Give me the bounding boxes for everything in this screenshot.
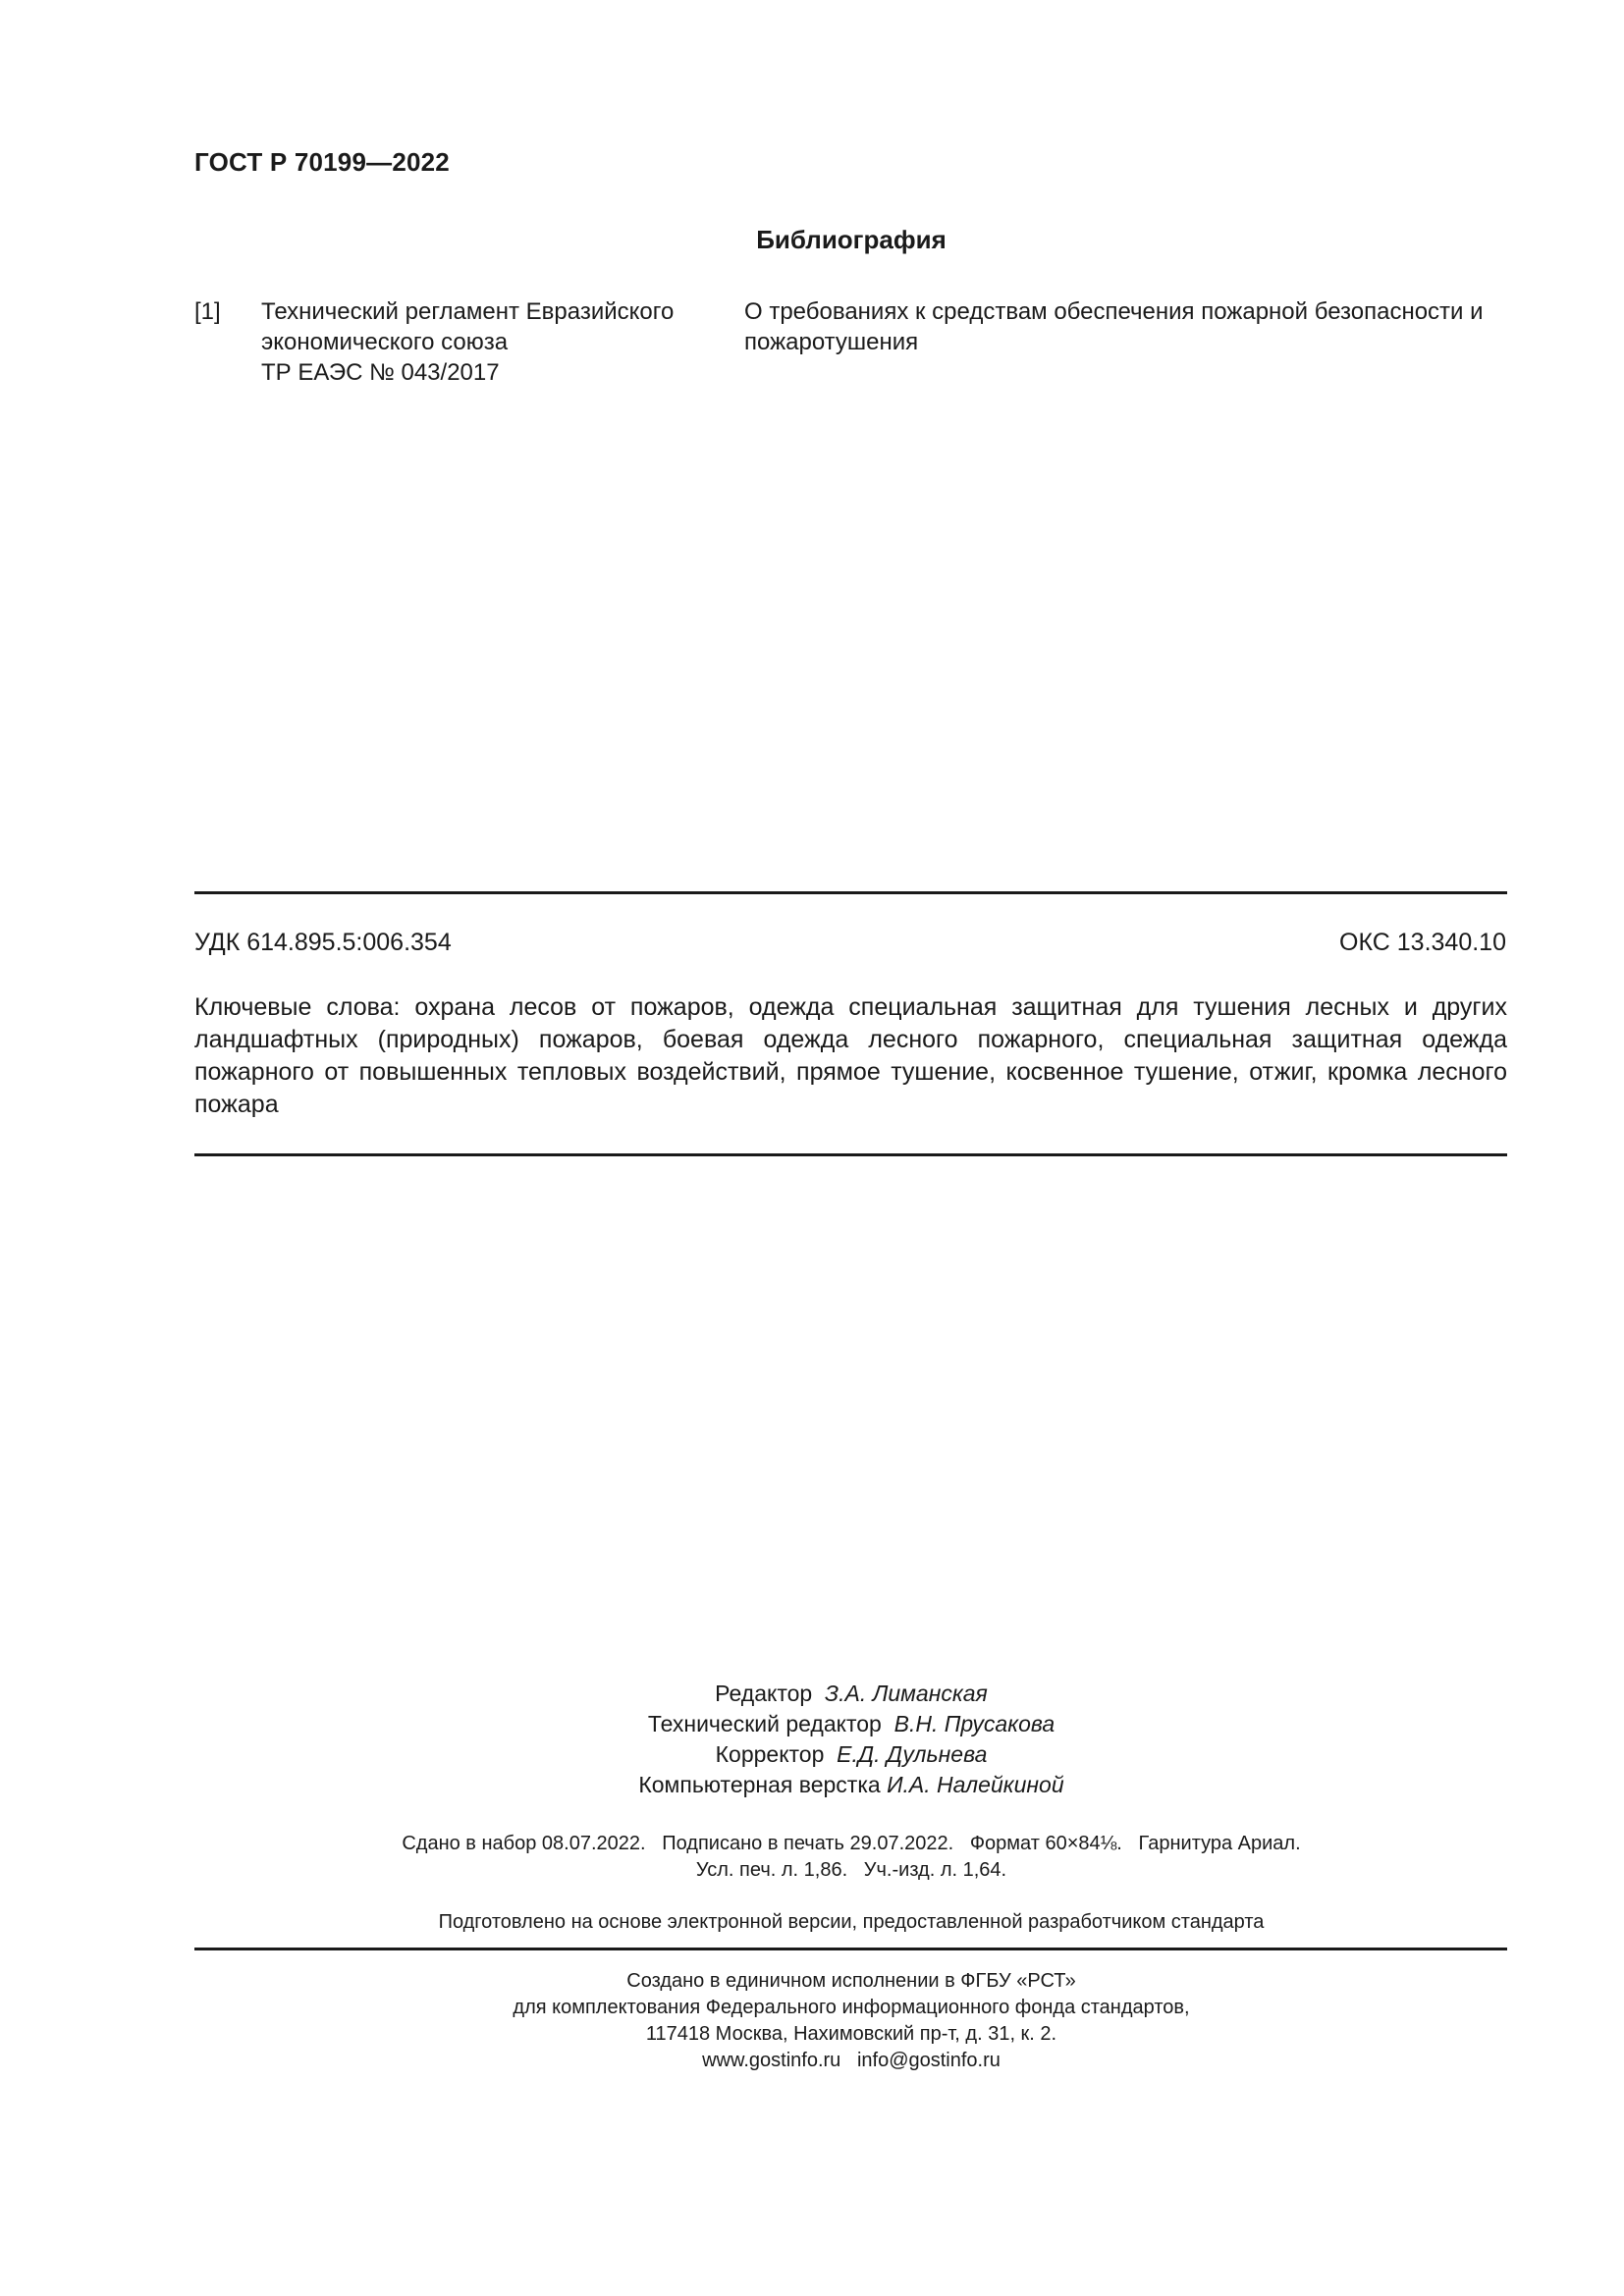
credit-name: И.А. Налейкиной (887, 1772, 1064, 1797)
credit-role: Компьютерная верстка (638, 1772, 881, 1797)
publisher-line: для комплектования Федерального информационного фонда стандартов, (513, 1997, 1190, 2018)
entry-source-line: ТР ЕАЭС № 043/2017 (261, 359, 500, 386)
entry-source (261, 296, 703, 388)
udk-code: УДК 614.895.5:006.354 (194, 929, 452, 956)
publisher-line: 117418 Москва, Нахимовский пр-т, д. 31, к. 2. (645, 2023, 1057, 2045)
entry-number: [1] (194, 298, 221, 325)
publisher-line: Создано в единичном исполнении в ФГБУ «РСТ» (626, 1970, 1076, 1992)
credit-name: В.Н. Прусакова (893, 1711, 1056, 1736)
website-link[interactable]: www.gostinfo.ru (702, 2050, 841, 2071)
publisher-block (0, 1968, 1624, 2074)
credit-tech-editor (0, 1709, 1624, 1739)
credit-name: Е.Д. Дульнева (837, 1741, 988, 1767)
entry-title-line: пожаротушения (744, 329, 919, 355)
credit-corrector (0, 1739, 1624, 1770)
credit-editor (0, 1679, 1624, 1709)
credit-role: Технический редактор (647, 1711, 882, 1736)
credit-name: З.А. Лиманская (824, 1681, 988, 1706)
credit-role: Редактор (715, 1681, 813, 1706)
print-info-line: Сдано в набор 08.07.2022. Подписано в печать 29.07.2022. Формат 60×84⅛. Гарнитура Ариал. (402, 1833, 1301, 1854)
document-code: ГОСТ Р 70199—2022 (194, 147, 450, 177)
entry-source-line: экономического союза (261, 329, 509, 355)
email-link[interactable]: info@gostinfo.ru (856, 2050, 1001, 2071)
prepared-note: Подготовлено на основе электронной версии, предоставленной разработчиком стандарта (438, 1911, 1265, 1933)
divider-top (194, 891, 1507, 894)
credit-role: Корректор (715, 1741, 825, 1767)
bibliography-title: Библиография (756, 225, 947, 254)
oks-code: ОКС 13.340.10 (1339, 929, 1506, 956)
print-info (0, 1831, 1624, 1884)
entry-title (744, 296, 1520, 357)
credits-block (0, 1679, 1624, 1800)
divider-bottom (194, 1153, 1507, 1156)
print-info-line: Усл. печ. л. 1,86. Уч.-изд. л. 1,64. (695, 1859, 1007, 1881)
divider-footer (194, 1948, 1507, 1950)
credit-layout (0, 1770, 1624, 1800)
publisher-contacts (0, 2048, 1624, 2074)
entry-title-line: О требованиях к средствам обеспечения пожарной безопасности и (744, 298, 1484, 325)
keywords: Ключевые слова: охрана лесов от пожаров, одежда специальная защитная для тушения лесных и других ландшафтных (природных) пожаров, боевая одежда лесного пожарного, специальная защитная одежда пожарного от повышенных тепловых воздействий, прямое тушение, косвенное тушение, отжиг, кромка лесного пожара (194, 993, 1507, 1118)
entry-source-line: Технический регламент Евразийского (261, 298, 675, 325)
